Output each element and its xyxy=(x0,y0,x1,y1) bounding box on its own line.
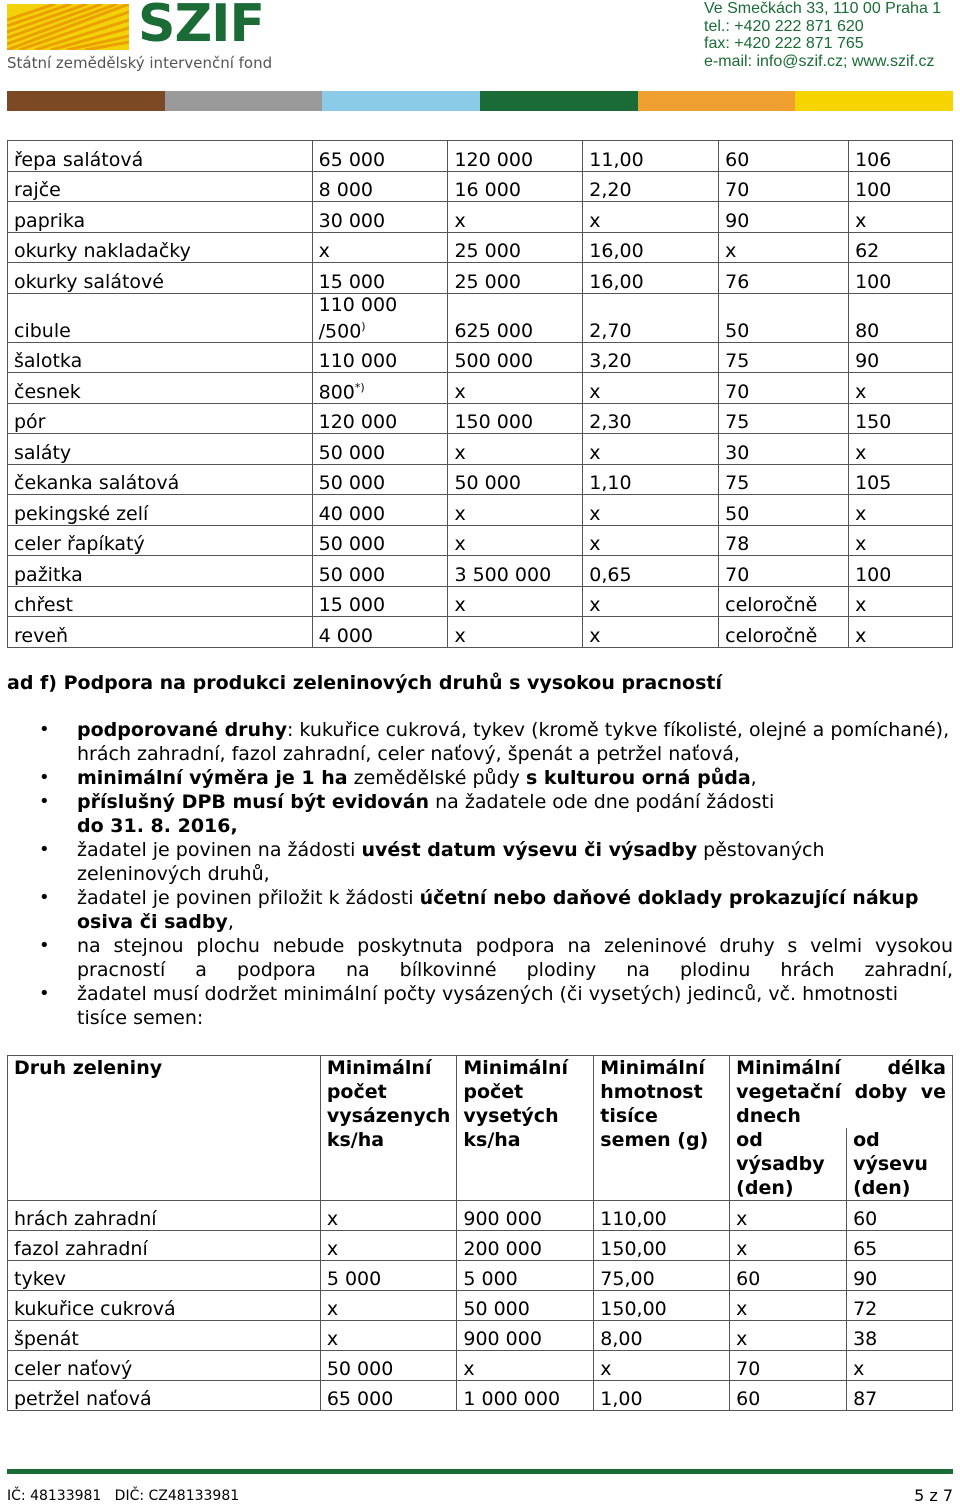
table-cell: 120 000 xyxy=(448,141,583,172)
table-cell: 100 xyxy=(849,171,953,202)
table-cell: 75 xyxy=(719,464,849,495)
list-item xyxy=(40,790,953,838)
table-cell: x xyxy=(448,495,583,526)
table-cell: 90 xyxy=(849,342,953,373)
column-header: Minimální počet vysetých ks/ha xyxy=(457,1056,594,1201)
table-cell: 16,00 xyxy=(583,263,719,294)
color-segment xyxy=(7,91,165,111)
table-cell: 150,00 xyxy=(594,1231,730,1261)
vegetable-table-2 xyxy=(7,1055,953,1411)
list-item xyxy=(40,838,953,886)
table-cell: 150 xyxy=(849,403,953,434)
table-row xyxy=(8,1351,953,1381)
table-cell: 65 xyxy=(847,1231,953,1261)
table-cell: 3 500 000 xyxy=(448,556,583,587)
text: pěstovaných zeleninových druhů, xyxy=(77,839,825,885)
table-cell: x xyxy=(448,202,583,233)
text: zemědělské půdy xyxy=(347,767,526,789)
table-cell: 8,00 xyxy=(594,1321,730,1351)
column-header: Druh zeleniny xyxy=(8,1056,321,1201)
table-cell: 106 xyxy=(849,141,953,172)
contact-email-web: e-mail: info@szif.cz; www.szif.cz xyxy=(704,52,935,70)
table-cell: x xyxy=(320,1231,457,1261)
table-cell: 80 xyxy=(849,293,953,342)
table-cell: x xyxy=(583,525,719,556)
table-row xyxy=(8,495,953,526)
table-cell: x xyxy=(730,1291,847,1321)
table-cell: 15 000 xyxy=(312,586,448,617)
table-row xyxy=(8,293,953,342)
logo-subtitle: Státní zemědělský intervenční fond xyxy=(7,54,273,72)
table-cell: 120 000 xyxy=(312,403,448,434)
table-cell: 900 000 xyxy=(457,1201,594,1231)
table-cell: saláty xyxy=(8,434,313,465)
table-cell: x xyxy=(448,434,583,465)
table-cell: 2,20 xyxy=(583,171,719,202)
list-item xyxy=(40,886,953,934)
table-cell: 150 000 xyxy=(448,403,583,434)
table-cell: 30 xyxy=(719,434,849,465)
table-row xyxy=(8,464,953,495)
bold-text: účetní nebo daňové doklady prokazující nákup osiva či sadby xyxy=(77,887,919,933)
table-row xyxy=(8,263,953,294)
table-cell: rajče xyxy=(8,171,313,202)
bold-text: minimální výměra je 1 ha xyxy=(77,767,348,789)
column-header: Minimální hmotnost tisíce semen (g) xyxy=(594,1056,730,1201)
table-cell: 65 000 xyxy=(320,1381,457,1411)
table-cell: 50 xyxy=(719,495,849,526)
table-cell: 25 000 xyxy=(448,263,583,294)
table-cell: 1 000 000 xyxy=(457,1381,594,1411)
logo-wordmark: SZIF xyxy=(138,0,265,54)
table-row xyxy=(8,342,953,373)
table-cell: x xyxy=(849,202,953,233)
table-cell: 65 000 xyxy=(312,141,448,172)
table-row xyxy=(8,1291,953,1321)
color-segment xyxy=(795,91,953,111)
table-cell: pažitka xyxy=(8,556,313,587)
table-cell: 62 xyxy=(849,232,953,263)
table-cell: celer řapíkatý xyxy=(8,525,313,556)
table-cell: 60 xyxy=(730,1381,847,1411)
text: žadatel je povinen přiložit k žádosti xyxy=(77,887,420,909)
contact-phone: tel.: +420 222 871 620 xyxy=(704,17,864,35)
table-cell: 5 000 xyxy=(320,1261,457,1291)
table-cell: x xyxy=(583,495,719,526)
table-cell: 1,10 xyxy=(583,464,719,495)
table-cell: reveň xyxy=(8,617,313,648)
table-cell: x xyxy=(847,1351,953,1381)
table-row xyxy=(8,1261,953,1291)
table-cell: 5 000 xyxy=(457,1261,594,1291)
table-cell: 40 000 xyxy=(312,495,448,526)
table-cell: paprika xyxy=(8,202,313,233)
list-item: • žadatel musí dodržet minimální počty vysázených (či vysetých) jedinců, vč. hmotnosti tisíce semen: xyxy=(40,982,953,1030)
page-number: 5 z 7 xyxy=(914,1486,953,1505)
table-cell: x xyxy=(583,434,719,465)
table-cell: x xyxy=(448,525,583,556)
header-color-bar xyxy=(7,91,953,111)
table-cell: petržel naťová xyxy=(8,1381,321,1411)
bold-text: s kulturou orná půda xyxy=(525,767,751,789)
table-cell: okurky salátové xyxy=(8,263,313,294)
contact-fax: fax: +420 222 871 765 xyxy=(704,35,864,52)
column-header: Minimální počet vysázenych ks/ha xyxy=(320,1056,457,1201)
table-cell: x xyxy=(594,1351,730,1381)
table-cell: x xyxy=(320,1201,457,1231)
table-cell: x xyxy=(849,617,953,648)
page-header xyxy=(0,0,960,112)
table-cell: 30 000 xyxy=(312,202,448,233)
vegetable-table-1 xyxy=(7,140,953,648)
table-cell: 87 xyxy=(847,1381,953,1411)
table-cell: pór xyxy=(8,403,313,434)
table-cell: x xyxy=(448,373,583,404)
table-cell: 1,00 xyxy=(594,1381,730,1411)
contact-block xyxy=(704,0,952,70)
table-row xyxy=(8,556,953,587)
table-cell: řepa salátová xyxy=(8,141,313,172)
table-cell: 4 000 xyxy=(312,617,448,648)
table-cell: 50 000 xyxy=(312,525,448,556)
text: , xyxy=(750,767,757,789)
table-row xyxy=(8,373,953,404)
table-cell: 150,00 xyxy=(594,1291,730,1321)
table-row xyxy=(8,232,953,263)
table-cell: x xyxy=(448,617,583,648)
table-cell: fazol zahradní xyxy=(8,1231,321,1261)
table-cell: x xyxy=(583,373,719,404)
table-cell: 0,65 xyxy=(583,556,719,587)
table-row xyxy=(8,171,953,202)
table-cell: 60 xyxy=(847,1201,953,1231)
column-header: Minimální délka vegetační doby ve dnech xyxy=(730,1056,953,1129)
table-row xyxy=(8,202,953,233)
table-row xyxy=(8,141,953,172)
table-cell: x xyxy=(583,586,719,617)
table-cell: tykev xyxy=(8,1261,321,1291)
table-cell: x xyxy=(457,1351,594,1381)
table-cell: 50 000 xyxy=(312,464,448,495)
table-cell: 800*) xyxy=(312,373,448,404)
table-cell: x xyxy=(730,1321,847,1351)
table-cell: 60 xyxy=(730,1261,847,1291)
table-cell: 100 xyxy=(849,263,953,294)
table-cell: 110 000 /500) xyxy=(312,293,448,342)
table-cell: 60 xyxy=(719,141,849,172)
table-cell: 50 000 xyxy=(457,1291,594,1321)
table-row xyxy=(8,1201,953,1231)
bold-text: do 31. 8. 2016, xyxy=(77,815,238,837)
table-cell: x xyxy=(312,232,448,263)
table-cell: celoročně xyxy=(719,586,849,617)
table-cell: cibule xyxy=(8,293,313,342)
table-cell: x xyxy=(730,1231,847,1261)
footer-rule xyxy=(7,1469,953,1474)
table-cell: x xyxy=(730,1201,847,1231)
table-cell: 70 xyxy=(719,556,849,587)
color-segment xyxy=(638,91,796,111)
list-item xyxy=(40,718,953,766)
table-cell: x xyxy=(849,434,953,465)
table-cell: 16 000 xyxy=(448,171,583,202)
table-cell: 100 xyxy=(849,556,953,587)
table-cell: 2,30 xyxy=(583,403,719,434)
conditions-list xyxy=(40,718,953,1030)
table-cell: čekanka salátová xyxy=(8,464,313,495)
list-item xyxy=(40,766,953,790)
table-cell: 625 000 xyxy=(448,293,583,342)
table-cell: x xyxy=(320,1291,457,1321)
text: : kukuřice cukrová, tykev (kromě tykve fíkolisté, olejné a pomíchané), hrách zahradní, fazol zahradní, celer naťový, špenát a petržel naťová, xyxy=(77,719,950,765)
bold-text: příslušný DPB musí být evidován xyxy=(77,791,430,813)
list-item: • na stejnou plochu nebude poskytnuta podpora na zeleninové druhy s velmi vysokou pracností a podpora na bílkovinné plodiny na plodinu hrách zahradní, xyxy=(40,934,953,982)
table-cell: 16,00 xyxy=(583,232,719,263)
table-cell: špenát xyxy=(8,1321,321,1351)
table-cell: 90 xyxy=(847,1261,953,1291)
footer-ids: IČ: 48133981 DIČ: CZ48133981 xyxy=(7,1488,240,1504)
table-row xyxy=(8,1231,953,1261)
table-cell: x xyxy=(320,1321,457,1351)
table-cell: 15 000 xyxy=(312,263,448,294)
table-cell: 500 000 xyxy=(448,342,583,373)
bold-text: podporované druhy xyxy=(77,719,287,741)
table-cell: 50 000 xyxy=(312,434,448,465)
table-cell: 110 000 xyxy=(312,342,448,373)
text: na žadatele ode dne podání žádosti xyxy=(429,791,775,813)
table-cell: 70 xyxy=(730,1351,847,1381)
table-row xyxy=(8,525,953,556)
column-header: od výsevu (den) xyxy=(847,1128,953,1201)
table-row xyxy=(8,617,953,648)
table-cell: 11,00 xyxy=(583,141,719,172)
table-cell: 200 000 xyxy=(457,1231,594,1261)
table-cell: 78 xyxy=(719,525,849,556)
table-cell: 900 000 xyxy=(457,1321,594,1351)
table-cell: x xyxy=(849,495,953,526)
table-cell: celoročně xyxy=(719,617,849,648)
table-row xyxy=(8,1381,953,1411)
table-cell: kukuřice cukrová xyxy=(8,1291,321,1321)
table-row xyxy=(8,586,953,617)
table-cell: 50 000 xyxy=(312,556,448,587)
section-title: ad f) Podpora na produkci zeleninových druhů s vysokou pracností xyxy=(7,672,722,694)
table-cell: 50 000 xyxy=(448,464,583,495)
table-cell: 72 xyxy=(847,1291,953,1321)
contact-address: Ve Smečkách 33, 110 00 Praha 1 xyxy=(704,0,942,17)
table-cell: 75 xyxy=(719,342,849,373)
table-cell: x xyxy=(448,586,583,617)
table-cell: 70 xyxy=(719,373,849,404)
table-cell: 50 xyxy=(719,293,849,342)
table-cell: 8 000 xyxy=(312,171,448,202)
table-cell: 50 000 xyxy=(320,1351,457,1381)
szif-logo-icon xyxy=(7,4,129,50)
table-cell: x xyxy=(583,617,719,648)
table-cell: hrách zahradní xyxy=(8,1201,321,1231)
table-cell: x xyxy=(849,525,953,556)
table-cell: 90 xyxy=(719,202,849,233)
table-cell: 75 xyxy=(719,403,849,434)
table-cell: 105 xyxy=(849,464,953,495)
table-cell: x xyxy=(849,373,953,404)
table-cell: 75,00 xyxy=(594,1261,730,1291)
table-cell: x xyxy=(719,232,849,263)
table-cell: x xyxy=(849,586,953,617)
table-cell: pekingské zelí xyxy=(8,495,313,526)
table-cell: šalotka xyxy=(8,342,313,373)
table-cell: okurky nakladačky xyxy=(8,232,313,263)
table-cell: x xyxy=(583,202,719,233)
color-segment xyxy=(165,91,323,111)
table-cell: 76 xyxy=(719,263,849,294)
table-row xyxy=(8,434,953,465)
table-cell: chřest xyxy=(8,586,313,617)
table-cell: celer naťový xyxy=(8,1351,321,1381)
color-segment xyxy=(480,91,638,111)
table-cell: 110,00 xyxy=(594,1201,730,1231)
color-segment xyxy=(322,91,480,111)
column-header: od výsadby (den) xyxy=(730,1128,847,1201)
table-cell: 25 000 xyxy=(448,232,583,263)
text: žadatel je povinen na žádosti xyxy=(77,839,362,861)
table-cell: 38 xyxy=(847,1321,953,1351)
table-cell: česnek xyxy=(8,373,313,404)
bold-text: uvést datum výsevu či výsadby xyxy=(361,839,698,861)
table-cell: 70 xyxy=(719,171,849,202)
table-cell: 3,20 xyxy=(583,342,719,373)
table-cell: 2,70 xyxy=(583,293,719,342)
text: , xyxy=(227,911,234,933)
table-row xyxy=(8,1321,953,1351)
table-row xyxy=(8,403,953,434)
